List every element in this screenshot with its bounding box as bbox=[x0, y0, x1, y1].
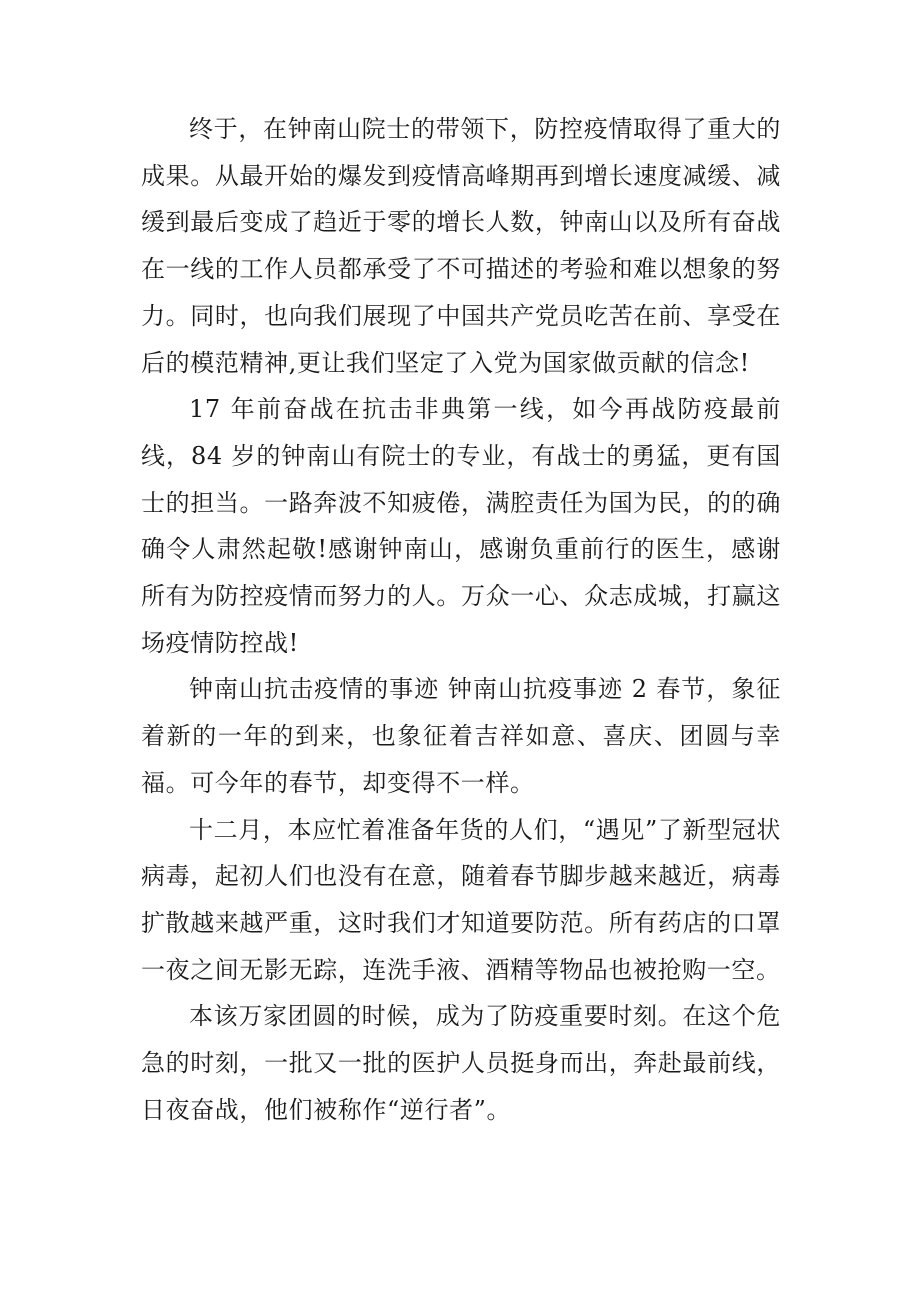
paragraph-1: 终于，在钟南山院士的带领下，防控疫情取得了重大的成果。从最开始的爆发到疫情高峰期再到增长速度减缓、减缓到最后变成了趋近于零的增长人数，钟南山以及所有奋战在一线的工作人员都承受了不可描述的考验和难以想象的努力。同时，也向我们展现了中国共产党员吃苦在前、享受在后的模范精神,更让我们坚定了入党为国家做贡献的信念! bbox=[141, 115, 781, 377]
paragraph-5: 本该万家团圆的时候，成为了防疫重要时刻。在这个危急的时刻，一批又一批的医护人员挺身而出，奔赴最前线，日夜奋战，他们被称作“逆行者”。 bbox=[141, 1002, 781, 1124]
paragraph-4: 十二月，本应忙着准备年货的人们，“遇见”了新型冠状病毒，起初人们也没有在意，随着春节脚步越来越近，病毒扩散越来越严重，这时我们才知道要防范。所有药店的口罩一夜之间无影无踪，连洗手液、酒精等物品也被抢购一空。 bbox=[141, 815, 781, 984]
paragraph-2: 17 年前奋战在抗击非典第一线，如今再战防疫最前线，84 岁的钟南山有院士的专业，有战士的勇猛，更有国士的担当。一路奔波不知疲倦，满腔责任为国为民，的的确确令人肃然起敬!感谢钟南山，感谢负重前行的医生，感谢所有为防控疫情而努力的人。万众一心、众志成城，打赢这场疫情防控战! bbox=[141, 395, 781, 657]
paragraph-3: 钟南山抗击疫情的事迹 钟南山抗疫事迹 2 春节，象征着新的一年的到来，也象征着吉祥如意、喜庆、团圆与幸福。可今年的春节，却变得不一样。 bbox=[141, 675, 781, 797]
document-body bbox=[141, 106, 781, 1133]
